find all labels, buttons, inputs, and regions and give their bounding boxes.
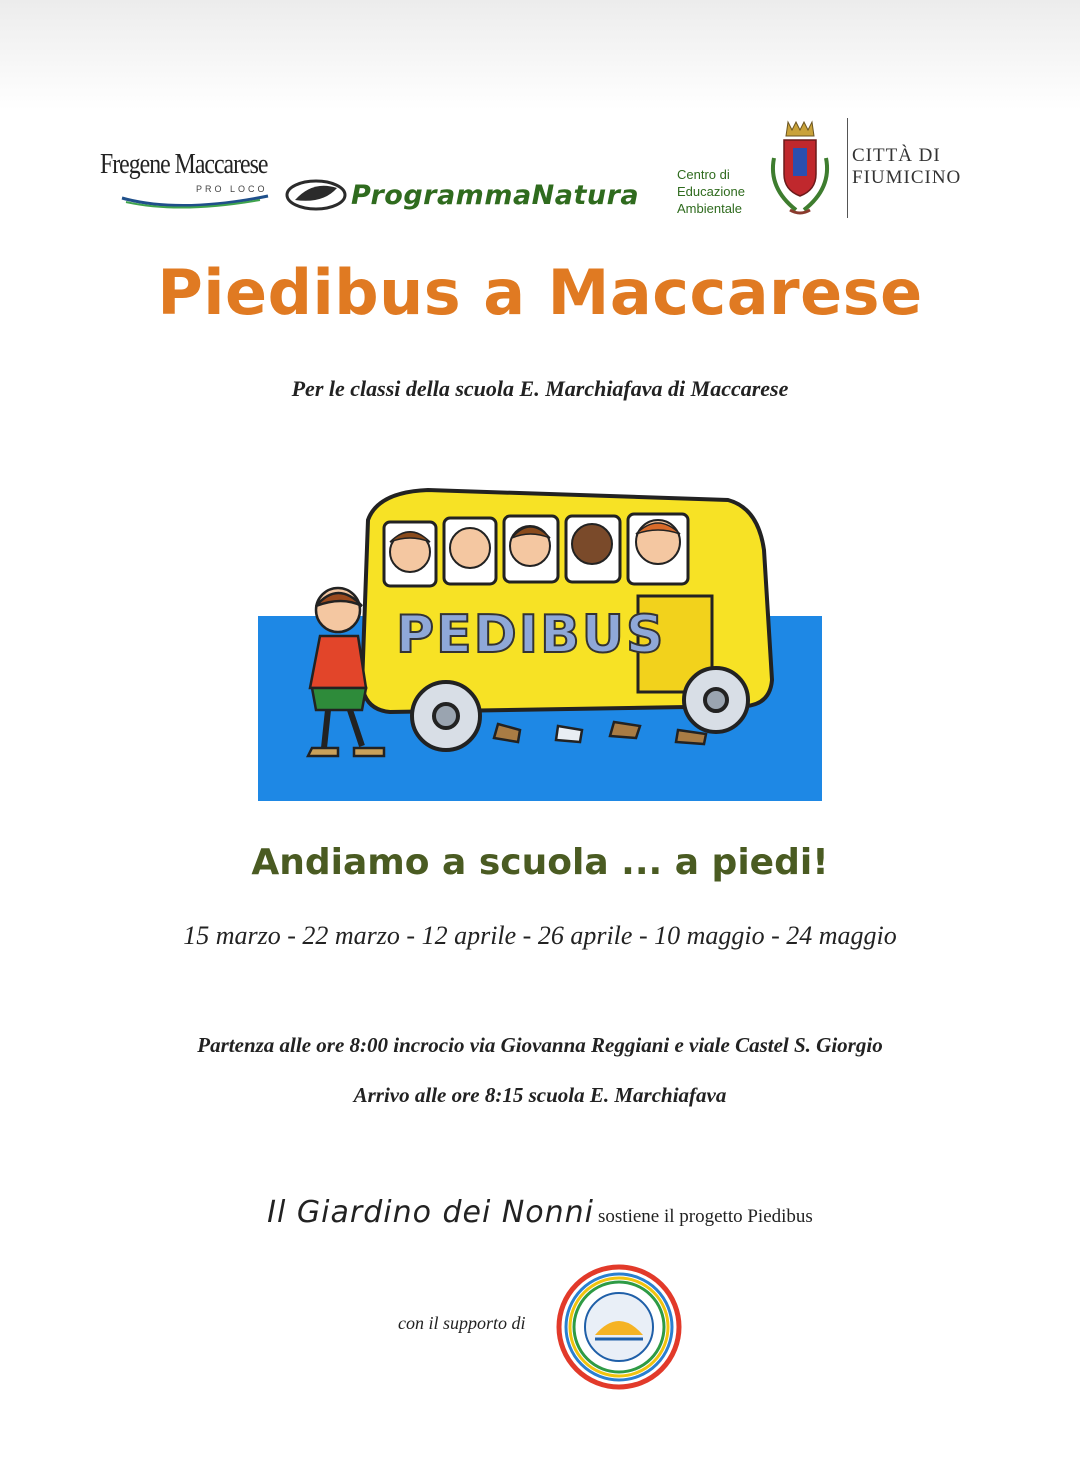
environmental-center-label <box>677 166 745 217</box>
comune-line-2: FIUMICINO <box>852 167 962 188</box>
pro-loco-title: Fregene Maccarese <box>100 148 268 180</box>
sponsor-text: sostiene il progetto Piedibus <box>598 1206 813 1227</box>
pro-loco-subtitle: PRO LOCO <box>196 184 268 194</box>
center-line-3: Ambientale <box>677 201 743 216</box>
wave-icon <box>120 192 270 212</box>
programma-natura-logo <box>285 174 675 224</box>
comune-line-1: CITTÀ DI <box>852 145 941 166</box>
comune-name <box>852 145 961 189</box>
arrival-info: Arrivo alle ore 8:15 scuola E. Marchiafava <box>353 1083 727 1107</box>
programma-natura-name: ProgrammaNatura <box>351 180 640 211</box>
sponsor-line <box>0 1195 1080 1230</box>
center-line-1: Centro di <box>677 167 730 182</box>
sponsor-name: Il Giardino dei Nonni <box>267 1195 595 1230</box>
slogan: Andiamo a scuola ... a piedi! <box>251 842 829 883</box>
departure-info: Partenza alle ore 8:00 incrocio via Giovanna Reggiani e viale Castel S. Giorgio <box>197 1033 883 1057</box>
fiumicino-crest-icon <box>760 118 840 220</box>
bus-text: PEDIBUS <box>396 605 666 665</box>
center-line-2: Educazione <box>677 184 745 199</box>
pro-loco-logo <box>100 148 280 218</box>
top-shade <box>0 0 1080 110</box>
dates-list: 15 marzo - 22 marzo - 12 aprile - 26 aprile - 10 maggio - 24 maggio <box>183 921 897 950</box>
volunteer-association-badge-icon <box>555 1263 683 1391</box>
page-title: Piedibus a Maccarese <box>157 256 923 329</box>
piedibus-illustration <box>258 430 822 801</box>
support-label: con il supporto di <box>398 1313 526 1333</box>
leaf-icon <box>285 178 347 212</box>
subtitle: Per le classi della scuola E. Marchiafava di Maccarese <box>291 376 789 401</box>
crest-divider <box>847 118 848 218</box>
